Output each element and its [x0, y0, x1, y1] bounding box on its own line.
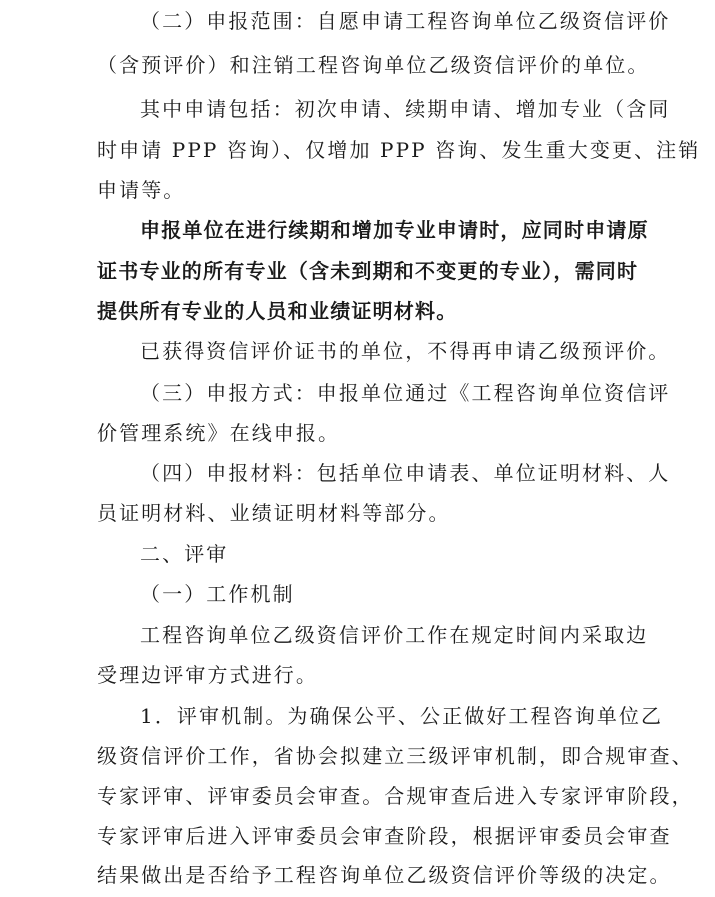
- subsection-heading-mechanism: （一）工作机制: [140, 582, 295, 606]
- para-review-line-1: 1．评审机制。为确保公平、公正做好工程咨询单位乙: [140, 704, 664, 728]
- para-scope-line-1: （二）申报范围：自愿申请工程咨询单位乙级资信评价: [140, 9, 671, 33]
- para-bold-line-2: 证书专业的所有专业（含未到期和不变更的专业），需同时: [97, 259, 639, 283]
- para-method-line-1: （三）申报方式：申报单位通过《工程咨询单位资信评: [140, 381, 671, 405]
- para-method-line-2: 价管理系统》在线申报。: [97, 421, 341, 445]
- para-apply-line-2: 时申请 PPP 咨询）、仅增加 PPP 咨询、发生重大变更、注销: [97, 138, 701, 162]
- para-mechanism-line-1: 工程咨询单位乙级资信评价工作在规定时间内采取边: [140, 623, 649, 647]
- section-heading-review: 二、评审: [140, 542, 229, 566]
- para-scope-line-2: （含预评价）和注销工程咨询单位乙级资信评价的单位。: [97, 53, 650, 77]
- para-materials-line-1: （四）申报材料：包括单位申请表、单位证明材料、人: [140, 461, 671, 485]
- para-bold-line-3: 提供所有专业的人员和业绩证明材料。: [97, 299, 458, 323]
- para-materials-line-2: 员证明材料、业绩证明材料等部分。: [97, 501, 451, 525]
- para-review-line-3: 专家评审、评审委员会审查。合规审查后进入专家评审阶段，: [97, 784, 694, 808]
- para-bold-line-1: 申报单位在进行续期和增加专业申请时，应同时申请原: [140, 218, 649, 242]
- para-apply-line-3: 申请等。: [97, 178, 186, 202]
- para-certified-line-1: 已获得资信评价证书的单位，不得再申请乙级预评价。: [140, 339, 671, 363]
- para-review-line-4: 专家评审后进入评审委员会审查阶段，根据评审委员会审查: [97, 824, 672, 848]
- para-review-line-5: 结果做出是否给予工程咨询单位乙级资信评价等级的决定。: [97, 863, 672, 887]
- para-apply-line-1: 其中申请包括：初次申请、续期申请、增加专业（含同: [140, 97, 671, 121]
- para-review-line-2: 级资信评价工作，省协会拟建立三级评审机制，即合规审查、: [97, 744, 694, 768]
- para-mechanism-line-2: 受理边评审方式进行。: [97, 663, 318, 687]
